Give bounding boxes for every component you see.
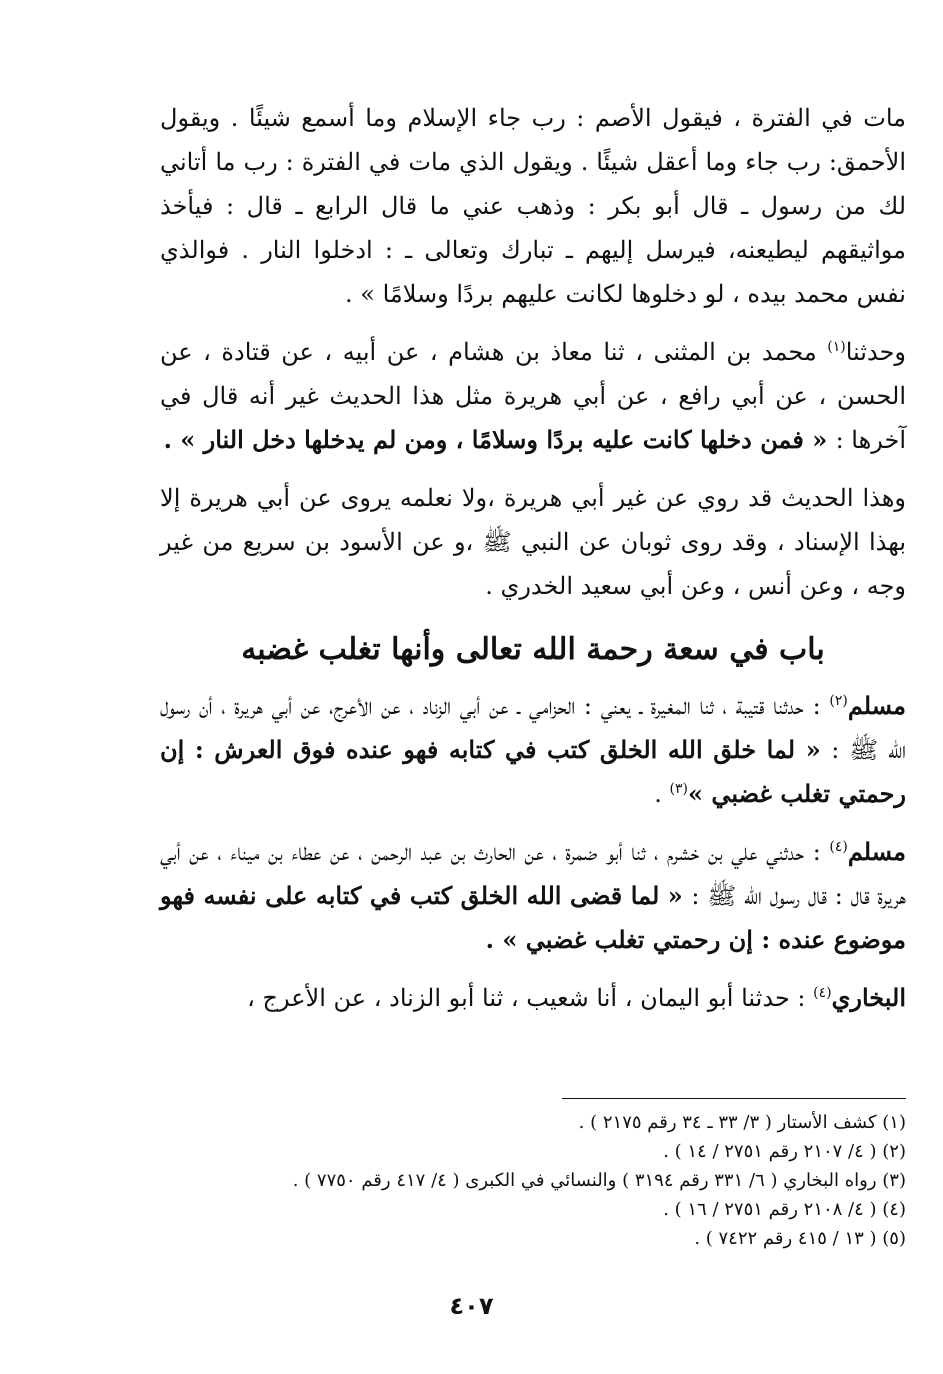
chapter-paragraph-1 — [160, 684, 906, 816]
chapter-paragraph-3 — [160, 976, 906, 1020]
footnote-ref: (٢) — [829, 693, 848, 709]
footnote-1: (١) كشف الأستار ( ٣/ ٣٣ ـ ٣٤ رقم ٢١٧٥ ) . — [578, 1112, 906, 1133]
hadith-quote: « لما خلق الله الخلق كتب في كتابه فهو عنده فوق العرش : إن رحمتي تغلب غضبي » — [160, 735, 906, 808]
paragraph-text: محمد بن المثنى ، ثنا معاذ بن هشام ، عن أبيه ، عن قتادة ، عن الحسن ، عن أبي رافع ، عن أبي هريرة مثل هذا الحديث غير أنه قال في آخرها : — [160, 338, 906, 454]
main-text — [160, 96, 906, 1034]
footnote-ref: (٣) — [669, 781, 688, 797]
paragraph-text: وهذا الحديث قد روي عن غير أبي هريرة ،ولا نعلمه يروى عن أبي هريرة إلا بهذا الإسناد ، وقد روى ثوبان عن النبي ﷺ ،و عن الأسود بن سريع من غير وجه ، وعن أنس ، وعن أبي سعيد الخدري . — [160, 484, 906, 600]
source-name: مسلم — [847, 837, 906, 866]
paragraph-2 — [160, 330, 906, 462]
source-name: البخاري — [831, 983, 906, 1012]
paragraph-tail: . — [654, 780, 670, 808]
footnote-ref: (١) — [827, 339, 846, 355]
paragraph-text: مات في الفترة ، فيقول الأصم : رب جاء الإسلام وما أسمع شيئًا . ويقول الأحمق: رب جاء وما أعقل شيئًا . ويقول الذي مات في الفترة : رب ما أتاني لك من رسول ـ قال أبو بكر : وذهب عني ما قال الرابع ـ قال : فيأخذ مواثيقهم ليطيعنه، فيرسل إليهم ـ تبارك وتعالى ـ : ادخلوا النار . فوالذي نفس محمد بيده ، لو دخلوها لكانت عليهم بردًا وسلامًا » . — [160, 104, 906, 308]
footnote-2: (٢) ( ٤/ ٢١٠٧ رقم ٢٧٥١ / ١٤ ) . — [663, 1141, 906, 1162]
paragraph-text: : حدثنا أبو اليمان ، أنا شعيب ، ثنا أبو الزناد ، عن الأعرج ، — [247, 984, 814, 1012]
footnote-5: (٥) ( ١٣ / ٤١٥ رقم ٧٤٢٢ ) . — [694, 1228, 906, 1249]
hadith-quote: « لما قضى الله الخلق كتب في كتابه على نفسه فهو موضوع عنده : إن رحمتي تغلب غضبي » . — [160, 881, 906, 954]
chapter-paragraph-2 — [160, 830, 906, 962]
chapter-title: باب في سعة رحمة الله تعالى وأنها تغلب غضبه — [241, 632, 825, 667]
paragraph-text: : حدثنا قتيبة ، ثنا المغيرة ـ يعني : الحزامي ـ عن أبي الزناد ، عن الأعرج، عن أبي هريرة ، أن رسول الله ﷺ : — [160, 692, 906, 764]
hadith-quote: « فمن دخلها كانت عليه بردًا وسلامًا ، ومن لم يدخلها دخل النار » . — [163, 425, 836, 454]
footnote-ref: (٤) — [829, 839, 848, 855]
footnote-ref: (٤) — [813, 985, 832, 1001]
footnote-4: (٤) ( ٤/ ٢١٠٨ رقم ٢٧٥١ / ١٦ ) . — [663, 1199, 906, 1220]
paragraph-1 — [160, 96, 906, 316]
paragraph-text: : حدثني علي بن خشرم ، ثنا أبو ضمرة ، عن الحارث بن عبد الرحمن ، عن عطاء بن ميناء ، عن أبي هريرة قال : قال رسول الله ﷺ : — [160, 838, 907, 910]
footnotes — [160, 1108, 906, 1253]
footnote-divider — [562, 1098, 906, 1099]
paragraph-lead: وحدثنا — [845, 338, 906, 366]
page-number: ٤٠٧ — [449, 1292, 494, 1320]
paragraph-3 — [160, 476, 906, 608]
source-name: مسلم — [847, 691, 906, 720]
footnote-3: (٣) رواه البخاري ( ٦/ ٣٣١ رقم ٣١٩٤ ) والنسائي في الكبرى ( ٤/ ٤١٧ رقم ٧٧٥٠ ) . — [292, 1170, 906, 1191]
